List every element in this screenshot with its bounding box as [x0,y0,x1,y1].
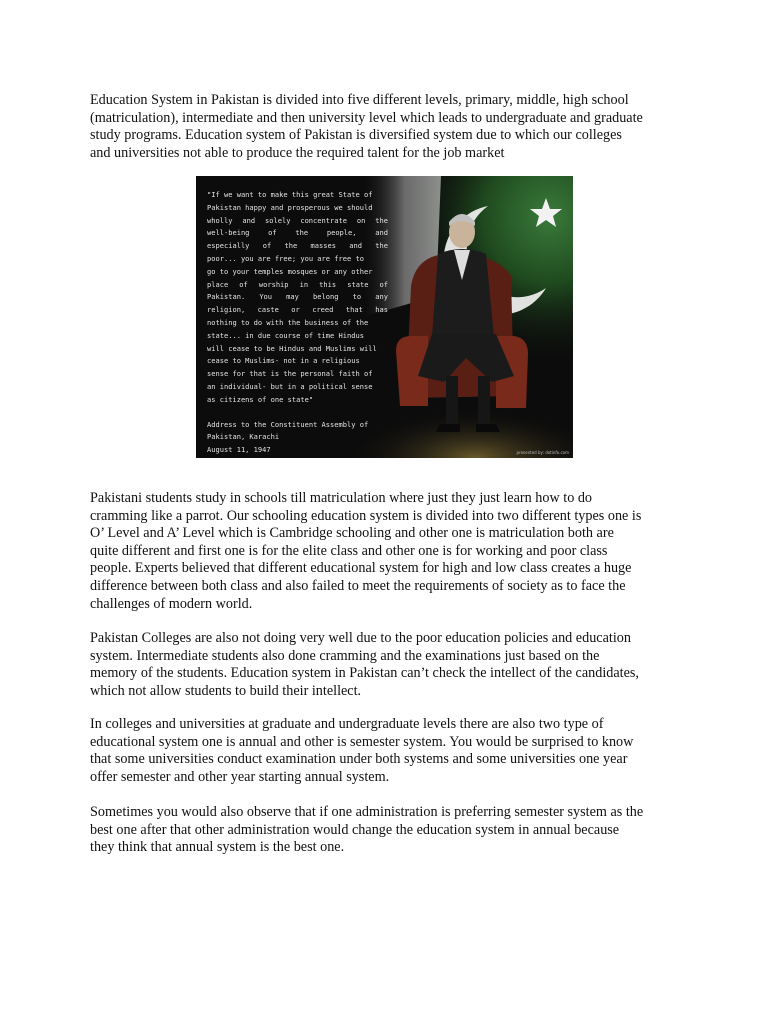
text-line: system. Intermediate students also done cramming and the examinations just based on the [90,647,600,664]
text-line: memory of the students. Education system in Pakistan can’t check the intellect of the candidates, [90,665,639,682]
paragraph-education-levels [90,92,686,162]
quote-line: cease to Muslims- not in a religious [207,356,360,366]
quote-line: Pakistan happy and prosperous we should [207,202,373,212]
paragraph-schooling [90,490,686,613]
text-line: In colleges and universities at graduate and undergraduate levels there are also two type of [90,716,604,732]
text-line: Education System in Pakistan is divided into five different levels, primary, middle, high school [90,92,629,108]
quote-line: especially of the masses and the [207,241,388,251]
quote-line: as citizens of one state" [207,394,314,404]
quote-line: an individual- but in a political sense [207,381,373,391]
text-line: and universities not able to produce the required talent for the job market [90,144,505,161]
text-line: Pakistan Colleges are also not doing very well due to the poor education policies and education [90,630,631,646]
quote-line: wholly and solely concentrate on the [207,215,388,225]
text-line: O’ Level and A’ Level which is Cambridge schooling and other one is matriculation both are [90,525,614,542]
quote-line: "If we want to make this great State of [207,190,373,199]
text-line: educational system one is annual and other is semester system. You would be surprised to know [90,733,634,750]
text-line: Pakistani students study in schools till matriculation where just they just learn how to do [90,490,593,506]
quote-line: place of worship in this state of [207,279,388,289]
quote-line: Pakistan. You may belong to any [207,292,388,302]
quote-line: nothing to do with the business of the [207,317,369,327]
text-line: difference between both class and also failed to meet the requirements of society as to face the [90,577,626,594]
text-line: they think that annual system is the best one. [90,839,345,856]
citation-line: Pakistan, Karachi [207,432,280,442]
quote-line: religion, caste or creed that has [207,305,388,315]
text-line: best one after that other administration would change the education system in annual because [90,821,620,838]
citation-line: Address to the Constituent Assembly of [207,419,369,429]
quote-image [196,176,573,458]
text-line: cramming like a parrot. Our schooling education system is divided into two different types one is [90,507,642,524]
text-line: (matriculation), intermediate and then university level which leads to undergraduate and graduate [90,109,643,126]
text-line: people. Experts believed that different educational system for high and low class creates a huge [90,560,632,577]
text-line: that some universities conduct examination under both systems and some universities one year [90,751,628,768]
citation-line: August 11, 1947 [207,445,271,455]
quote-line: poor... you are free; you are free to [207,253,364,263]
jinnah-quote [207,189,388,457]
text-line: which not allow students to build their intellect. [90,682,362,699]
quote-line: well-being of the people, and [207,228,388,238]
text-line: study programs. Education system of Pakistan is diversified system due to which our colleges [90,127,622,144]
image-credit: presented by: dotinfo.com [516,450,569,455]
paragraph-administration [90,804,686,857]
text-line: quite different and first one is for the elite class and other one is for working and poor class [90,542,608,559]
text-line: offer semester and other year starting annual system. [90,768,390,785]
quote-line: state... in due course of time Hindus [207,330,364,340]
quote-line: sense for that is the personal faith of [207,369,373,379]
paragraph-universities [90,716,686,786]
quote-line: go to your temples mosques or any other [207,266,373,276]
quote-citation [207,419,388,457]
quote-line: will cease to be Hindus and Muslims will [207,343,377,353]
paragraph-colleges [90,630,686,700]
text-line: challenges of modern world. [90,595,253,612]
text-line: Sometimes you would also observe that if one administration is preferring semester system as the [90,804,644,820]
